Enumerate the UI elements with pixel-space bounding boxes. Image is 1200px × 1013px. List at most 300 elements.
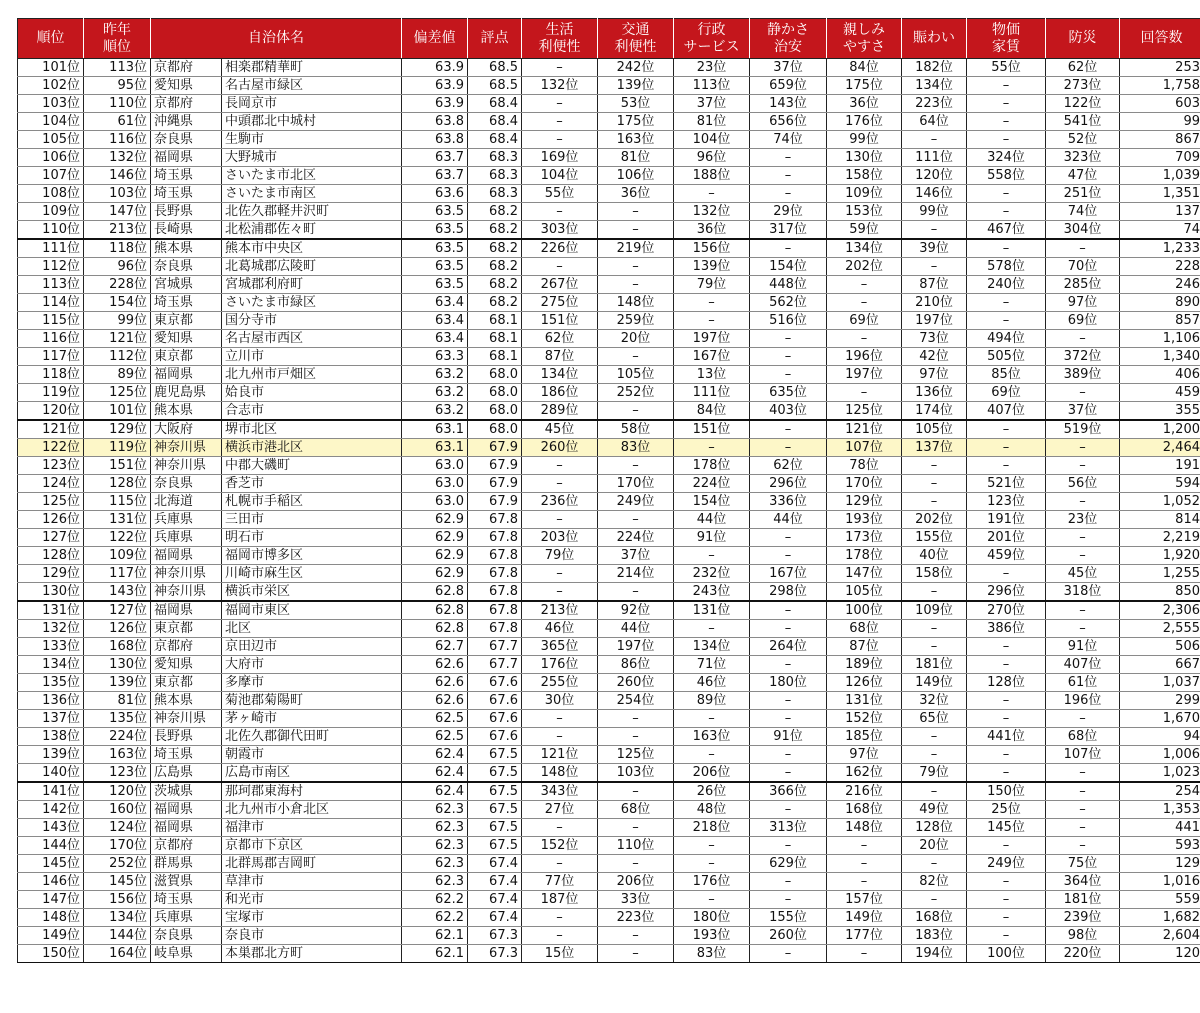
header-col-score: 評点	[468, 19, 522, 59]
cell-admin: –	[674, 185, 750, 203]
cell-deviation: 63.5	[402, 258, 468, 276]
cell-admin: 154位	[674, 493, 750, 511]
cell-admin: 23位	[674, 59, 750, 77]
cell-rank: 120位	[18, 402, 84, 421]
header-col-cost: 物価 家賃	[967, 19, 1046, 59]
cell-living: 186位	[522, 384, 598, 402]
cell-deviation: 63.7	[402, 167, 468, 185]
cell-score: 67.5	[468, 764, 522, 783]
cell-prefecture: 奈良県	[151, 131, 222, 149]
cell-deviation: 62.1	[402, 927, 468, 945]
cell-liveliness: 73位	[902, 330, 967, 348]
cell-rank: 118位	[18, 366, 84, 384]
cell-friendliness: 59位	[827, 221, 902, 240]
cell-friendliness: 176位	[827, 113, 902, 131]
cell-city: 川崎市麻生区	[222, 565, 402, 583]
cell-responses: 246	[1120, 276, 1200, 294]
cell-disaster: 220位	[1046, 945, 1120, 963]
table-row	[18, 656, 1200, 674]
header-col-last-year-rank: 昨年 順位	[84, 19, 151, 59]
cell-cost: –	[967, 909, 1046, 927]
cell-liveliness: 134位	[902, 77, 967, 95]
cell-disaster: 37位	[1046, 402, 1120, 421]
cell-quiet-safety: 29位	[750, 203, 827, 221]
cell-cost: –	[967, 77, 1046, 95]
table-header	[18, 19, 1200, 59]
cell-last-year-rank: 95位	[84, 77, 151, 95]
cell-living: 148位	[522, 764, 598, 783]
header-col-transport: 交通 利便性	[598, 19, 674, 59]
cell-prefecture: 兵庫県	[151, 529, 222, 547]
cell-friendliness: 125位	[827, 402, 902, 421]
cell-admin: 37位	[674, 95, 750, 113]
cell-rank: 111位	[18, 239, 84, 258]
table-row	[18, 565, 1200, 583]
header-col-friendliness: 親しみ やすさ	[827, 19, 902, 59]
cell-quiet-safety: 516位	[750, 312, 827, 330]
cell-disaster: 70位	[1046, 258, 1120, 276]
cell-disaster: 273位	[1046, 77, 1120, 95]
cell-admin: 104位	[674, 131, 750, 149]
cell-liveliness: 158位	[902, 565, 967, 583]
cell-friendliness: –	[827, 945, 902, 963]
cell-responses: 2,464	[1120, 439, 1200, 457]
cell-quiet-safety: –	[750, 547, 827, 565]
cell-last-year-rank: 99位	[84, 312, 151, 330]
cell-last-year-rank: 123位	[84, 764, 151, 783]
cell-city: 名古屋市西区	[222, 330, 402, 348]
cell-living: –	[522, 728, 598, 746]
cell-transport: 58位	[598, 420, 674, 439]
cell-responses: 441	[1120, 819, 1200, 837]
cell-city: 朝霞市	[222, 746, 402, 764]
cell-deviation: 63.4	[402, 330, 468, 348]
cell-city: 横浜市港北区	[222, 439, 402, 457]
table-row	[18, 764, 1200, 783]
header-col-living: 生活 利便性	[522, 19, 598, 59]
cell-disaster: –	[1046, 457, 1120, 475]
cell-rank: 116位	[18, 330, 84, 348]
cell-transport: 139位	[598, 77, 674, 95]
cell-quiet-safety: –	[750, 692, 827, 710]
cell-score: 67.6	[468, 674, 522, 692]
cell-friendliness: 87位	[827, 638, 902, 656]
cell-liveliness: –	[902, 746, 967, 764]
cell-living: –	[522, 59, 598, 77]
cell-prefecture: 沖縄県	[151, 113, 222, 131]
cell-cost: –	[967, 131, 1046, 149]
cell-friendliness: 148位	[827, 819, 902, 837]
cell-score: 68.1	[468, 330, 522, 348]
cell-city: 三田市	[222, 511, 402, 529]
cell-living: 77位	[522, 873, 598, 891]
cell-last-year-rank: 135位	[84, 710, 151, 728]
cell-rank: 150位	[18, 945, 84, 963]
cell-transport: –	[598, 728, 674, 746]
table-row	[18, 728, 1200, 746]
cell-liveliness: 20位	[902, 837, 967, 855]
cell-last-year-rank: 160位	[84, 801, 151, 819]
cell-transport: 86位	[598, 656, 674, 674]
cell-admin: 193位	[674, 927, 750, 945]
table-row	[18, 638, 1200, 656]
cell-transport: –	[598, 855, 674, 873]
cell-transport: 252位	[598, 384, 674, 402]
cell-liveliness: 137位	[902, 439, 967, 457]
cell-responses: 867	[1120, 131, 1200, 149]
cell-admin: 156位	[674, 239, 750, 258]
cell-admin: 91位	[674, 529, 750, 547]
cell-prefecture: 熊本県	[151, 402, 222, 421]
cell-rank: 109位	[18, 203, 84, 221]
table-row	[18, 402, 1200, 421]
cell-prefecture: 兵庫県	[151, 511, 222, 529]
cell-disaster: 69位	[1046, 312, 1120, 330]
cell-quiet-safety: –	[750, 801, 827, 819]
cell-disaster: 541位	[1046, 113, 1120, 131]
cell-score: 68.3	[468, 149, 522, 167]
cell-living: –	[522, 131, 598, 149]
cell-quiet-safety: 629位	[750, 855, 827, 873]
cell-city: 北佐久郡御代田町	[222, 728, 402, 746]
cell-score: 68.2	[468, 258, 522, 276]
cell-prefecture: 東京都	[151, 620, 222, 638]
cell-admin: –	[674, 312, 750, 330]
cell-city: 広島市南区	[222, 764, 402, 783]
cell-liveliness: –	[902, 131, 967, 149]
cell-quiet-safety: –	[750, 366, 827, 384]
cell-responses: 2,604	[1120, 927, 1200, 945]
cell-quiet-safety: –	[750, 185, 827, 203]
cell-liveliness: 202位	[902, 511, 967, 529]
cell-cost: –	[967, 927, 1046, 945]
table-row	[18, 239, 1200, 258]
cell-transport: 106位	[598, 167, 674, 185]
cell-disaster: 62位	[1046, 59, 1120, 77]
cell-disaster: –	[1046, 384, 1120, 402]
cell-transport: 105位	[598, 366, 674, 384]
cell-prefecture: 熊本県	[151, 692, 222, 710]
cell-liveliness: 82位	[902, 873, 967, 891]
cell-rank: 129位	[18, 565, 84, 583]
cell-deviation: 62.7	[402, 638, 468, 656]
cell-living: –	[522, 855, 598, 873]
cell-responses: 850	[1120, 583, 1200, 602]
cell-responses: 74	[1120, 221, 1200, 240]
cell-living: 343位	[522, 782, 598, 801]
cell-responses: 129	[1120, 855, 1200, 873]
cell-deviation: 62.2	[402, 909, 468, 927]
cell-responses: 1,353	[1120, 801, 1200, 819]
cell-disaster: –	[1046, 601, 1120, 620]
cell-living: 46位	[522, 620, 598, 638]
cell-prefecture: 神奈川県	[151, 710, 222, 728]
cell-prefecture: 埼玉県	[151, 746, 222, 764]
cell-admin: 71位	[674, 656, 750, 674]
table-row	[18, 276, 1200, 294]
cell-deviation: 63.3	[402, 348, 468, 366]
cell-last-year-rank: 213位	[84, 221, 151, 240]
cell-rank: 101位	[18, 59, 84, 77]
table-row	[18, 674, 1200, 692]
cell-city: 合志市	[222, 402, 402, 421]
cell-admin: 151位	[674, 420, 750, 439]
cell-prefecture: 奈良県	[151, 475, 222, 493]
cell-responses: 603	[1120, 95, 1200, 113]
cell-admin: –	[674, 294, 750, 312]
cell-admin: 232位	[674, 565, 750, 583]
cell-responses: 593	[1120, 837, 1200, 855]
cell-last-year-rank: 103位	[84, 185, 151, 203]
cell-cost: 100位	[967, 945, 1046, 963]
header-col-responses: 回答数	[1120, 19, 1200, 59]
cell-score: 68.0	[468, 402, 522, 421]
cell-transport: –	[598, 348, 674, 366]
cell-last-year-rank: 128位	[84, 475, 151, 493]
cell-deviation: 62.3	[402, 819, 468, 837]
cell-disaster: 372位	[1046, 348, 1120, 366]
cell-transport: –	[598, 402, 674, 421]
cell-quiet-safety: 91位	[750, 728, 827, 746]
cell-last-year-rank: 170位	[84, 837, 151, 855]
cell-city: さいたま市南区	[222, 185, 402, 203]
cell-friendliness: 193位	[827, 511, 902, 529]
cell-transport: 92位	[598, 601, 674, 620]
cell-living: –	[522, 565, 598, 583]
cell-quiet-safety: 44位	[750, 511, 827, 529]
cell-disaster: 97位	[1046, 294, 1120, 312]
cell-liveliness: –	[902, 891, 967, 909]
cell-quiet-safety: 260位	[750, 927, 827, 945]
cell-rank: 130位	[18, 583, 84, 602]
cell-friendliness: 202位	[827, 258, 902, 276]
cell-admin: 167位	[674, 348, 750, 366]
cell-friendliness: 162位	[827, 764, 902, 783]
cell-score: 67.3	[468, 927, 522, 945]
cell-friendliness: 147位	[827, 565, 902, 583]
cell-disaster: –	[1046, 493, 1120, 511]
cell-transport: –	[598, 819, 674, 837]
cell-transport: 68位	[598, 801, 674, 819]
cell-liveliness: 40位	[902, 547, 967, 565]
cell-prefecture: 埼玉県	[151, 185, 222, 203]
table-row	[18, 131, 1200, 149]
cell-friendliness: 216位	[827, 782, 902, 801]
cell-admin: –	[674, 855, 750, 873]
cell-quiet-safety: –	[750, 439, 827, 457]
cell-last-year-rank: 89位	[84, 366, 151, 384]
cell-disaster: 23位	[1046, 511, 1120, 529]
cell-disaster: –	[1046, 764, 1120, 783]
cell-cost: 270位	[967, 601, 1046, 620]
cell-living: –	[522, 909, 598, 927]
cell-prefecture: 埼玉県	[151, 167, 222, 185]
cell-last-year-rank: 96位	[84, 258, 151, 276]
cell-transport: 33位	[598, 891, 674, 909]
cell-last-year-rank: 228位	[84, 276, 151, 294]
cell-deviation: 62.6	[402, 692, 468, 710]
cell-rank: 135位	[18, 674, 84, 692]
cell-last-year-rank: 125位	[84, 384, 151, 402]
cell-city: さいたま市北区	[222, 167, 402, 185]
cell-friendliness: 121位	[827, 420, 902, 439]
cell-city: 北区	[222, 620, 402, 638]
cell-score: 68.2	[468, 239, 522, 258]
cell-friendliness: 68位	[827, 620, 902, 638]
cell-prefecture: 神奈川県	[151, 583, 222, 602]
cell-prefecture: 兵庫県	[151, 909, 222, 927]
cell-cost: 459位	[967, 547, 1046, 565]
header-col-rank: 順位	[18, 19, 84, 59]
cell-admin: 131位	[674, 601, 750, 620]
cell-responses: 1,670	[1120, 710, 1200, 728]
cell-admin: 13位	[674, 366, 750, 384]
cell-city: 那珂郡東海村	[222, 782, 402, 801]
table-row	[18, 59, 1200, 77]
cell-score: 67.9	[468, 493, 522, 511]
cell-city: 京田辺市	[222, 638, 402, 656]
cell-disaster: 285位	[1046, 276, 1120, 294]
cell-liveliness: 155位	[902, 529, 967, 547]
cell-transport: 163位	[598, 131, 674, 149]
cell-living: –	[522, 258, 598, 276]
cell-transport: –	[598, 710, 674, 728]
cell-score: 68.0	[468, 366, 522, 384]
cell-cost: 145位	[967, 819, 1046, 837]
cell-deviation: 62.4	[402, 746, 468, 764]
cell-cost: –	[967, 710, 1046, 728]
cell-cost: 296位	[967, 583, 1046, 602]
cell-last-year-rank: 124位	[84, 819, 151, 837]
cell-score: 68.1	[468, 348, 522, 366]
cell-disaster: 75位	[1046, 855, 1120, 873]
cell-responses: 594	[1120, 475, 1200, 493]
cell-admin: 36位	[674, 221, 750, 240]
cell-quiet-safety: –	[750, 149, 827, 167]
cell-living: 203位	[522, 529, 598, 547]
cell-deviation: 63.5	[402, 276, 468, 294]
cell-cost: –	[967, 873, 1046, 891]
cell-city: 生駒市	[222, 131, 402, 149]
cell-responses: 709	[1120, 149, 1200, 167]
cell-score: 67.8	[468, 601, 522, 620]
cell-score: 67.5	[468, 746, 522, 764]
cell-admin: 180位	[674, 909, 750, 927]
cell-city: 福岡市博多区	[222, 547, 402, 565]
table-row	[18, 746, 1200, 764]
cell-cost: 578位	[967, 258, 1046, 276]
cell-city: 宮城郡利府町	[222, 276, 402, 294]
cell-quiet-safety: 298位	[750, 583, 827, 602]
cell-quiet-safety: 656位	[750, 113, 827, 131]
cell-last-year-rank: 139位	[84, 674, 151, 692]
cell-living: 104位	[522, 167, 598, 185]
header-col-quiet-safety: 静かさ 治安	[750, 19, 827, 59]
cell-liveliness: 136位	[902, 384, 967, 402]
cell-living: 236位	[522, 493, 598, 511]
cell-quiet-safety: 448位	[750, 276, 827, 294]
table-row	[18, 330, 1200, 348]
cell-friendliness: 153位	[827, 203, 902, 221]
cell-living: 176位	[522, 656, 598, 674]
cell-score: 68.4	[468, 113, 522, 131]
table-row	[18, 185, 1200, 203]
cell-prefecture: 群馬県	[151, 855, 222, 873]
cell-transport: 125位	[598, 746, 674, 764]
cell-rank: 122位	[18, 439, 84, 457]
cell-score: 67.8	[468, 620, 522, 638]
cell-deviation: 62.8	[402, 601, 468, 620]
cell-responses: 254	[1120, 782, 1200, 801]
cell-responses: 120	[1120, 945, 1200, 963]
table-row	[18, 294, 1200, 312]
table-row	[18, 366, 1200, 384]
cell-cost: –	[967, 312, 1046, 330]
cell-liveliness: 111位	[902, 149, 967, 167]
table-row	[18, 873, 1200, 891]
cell-disaster: –	[1046, 439, 1120, 457]
cell-liveliness: –	[902, 475, 967, 493]
cell-deviation: 63.8	[402, 113, 468, 131]
cell-rank: 124位	[18, 475, 84, 493]
cell-deviation: 62.3	[402, 873, 468, 891]
cell-responses: 1,920	[1120, 547, 1200, 565]
cell-transport: 44位	[598, 620, 674, 638]
cell-prefecture: 福岡県	[151, 819, 222, 837]
cell-rank: 103位	[18, 95, 84, 113]
header-col-deviation: 偏差値	[402, 19, 468, 59]
cell-cost: –	[967, 457, 1046, 475]
cell-living: 289位	[522, 402, 598, 421]
cell-prefecture: 東京都	[151, 674, 222, 692]
cell-liveliness: –	[902, 782, 967, 801]
cell-liveliness: 65位	[902, 710, 967, 728]
cell-rank: 127位	[18, 529, 84, 547]
cell-quiet-safety: 167位	[750, 565, 827, 583]
cell-friendliness: 157位	[827, 891, 902, 909]
cell-admin: 89位	[674, 692, 750, 710]
cell-last-year-rank: 224位	[84, 728, 151, 746]
cell-cost: –	[967, 746, 1046, 764]
cell-rank: 123位	[18, 457, 84, 475]
cell-city: 中郡大磯町	[222, 457, 402, 475]
cell-cost: –	[967, 185, 1046, 203]
cell-score: 67.8	[468, 583, 522, 602]
cell-disaster: 196位	[1046, 692, 1120, 710]
cell-admin: –	[674, 891, 750, 909]
cell-score: 68.5	[468, 59, 522, 77]
cell-cost: 25位	[967, 801, 1046, 819]
cell-friendliness: 69位	[827, 312, 902, 330]
table-row	[18, 909, 1200, 927]
cell-quiet-safety: 62位	[750, 457, 827, 475]
cell-city: 北九州市小倉北区	[222, 801, 402, 819]
cell-city: 北九州市戸畑区	[222, 366, 402, 384]
cell-cost: 128位	[967, 674, 1046, 692]
cell-disaster: –	[1046, 330, 1120, 348]
cell-deviation: 63.6	[402, 185, 468, 203]
table-row	[18, 801, 1200, 819]
table-row	[18, 529, 1200, 547]
cell-admin: 132位	[674, 203, 750, 221]
table-row	[18, 583, 1200, 602]
cell-admin: 44位	[674, 511, 750, 529]
cell-city: 大府市	[222, 656, 402, 674]
cell-living: –	[522, 475, 598, 493]
cell-quiet-safety: –	[750, 167, 827, 185]
cell-friendliness: 185位	[827, 728, 902, 746]
table-row	[18, 710, 1200, 728]
